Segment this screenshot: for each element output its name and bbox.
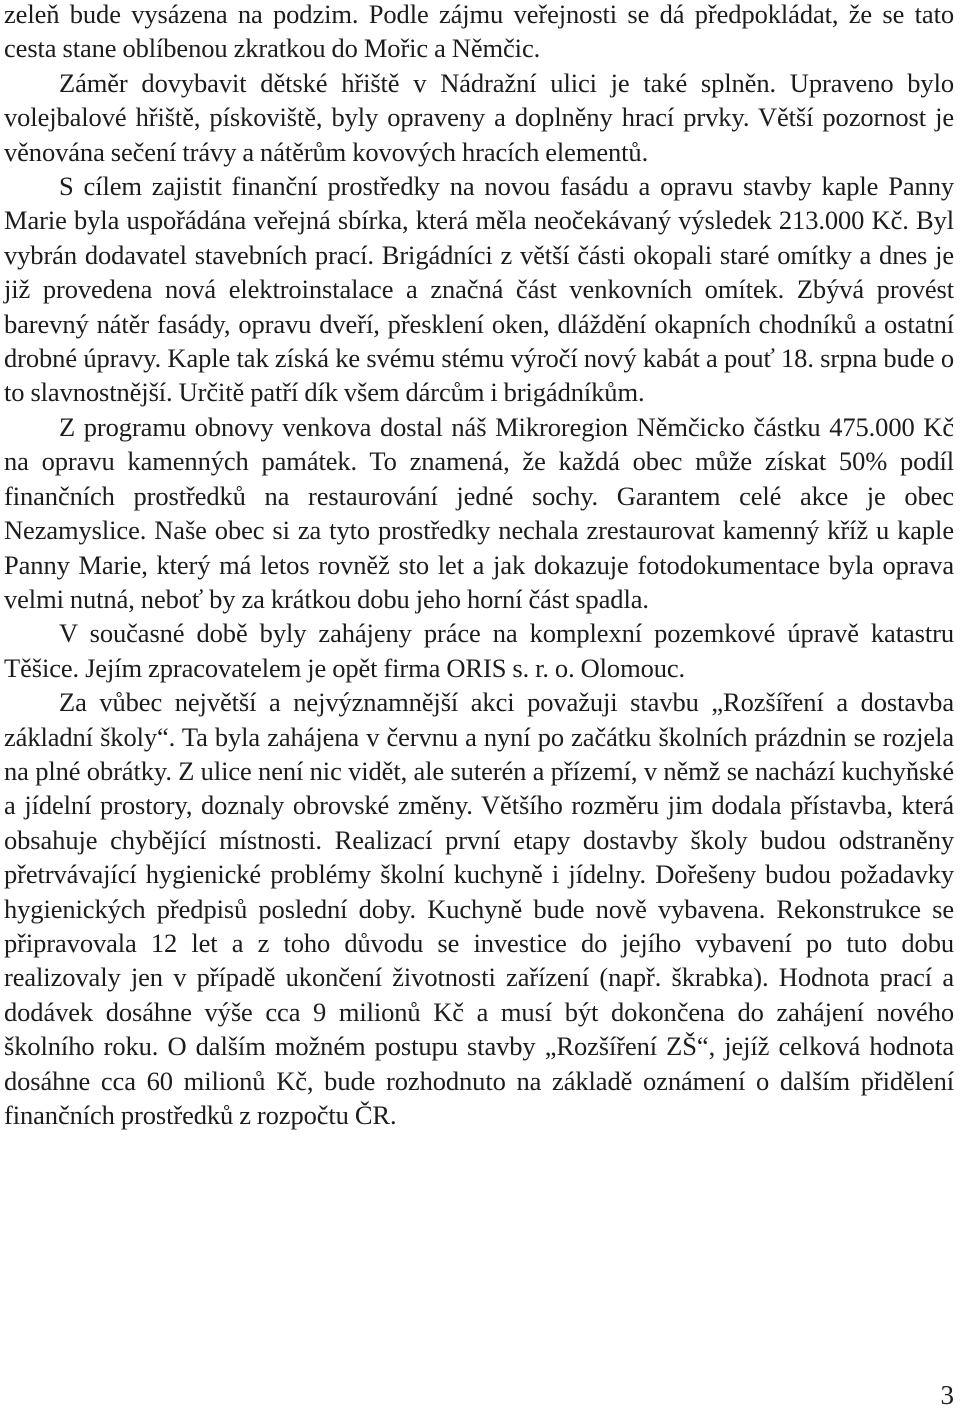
paragraph-school-extension: Za vůbec největší a nejvýznamnější akci považuji stavbu „Rozšíření a dostavba základní školy“. Ta byla zahájena v červnu a nyní po začátku školních prázdnin se rozjela na plné obrátky. Z ulice není nic vidět, ale suterén a přízemí, v němž se nachází kuchyňské a jídelní prostory, doznaly obrovské změny. Většího rozměru jim dodala přístavba, která obsahuje chybějící místnosti. Realizací první etapy dostavby školy budou odstraněny přetrvávající hygienické problémy školní kuchyně i jídelny. Dořešeny budou požadavky hygienických předpisů poslední doby. Kuchyně bude nově vybavena. Rekonstrukce se připravovala 12 let a z toho důvodu se investice do jejího vybavení po tuto dobu realizovaly jen v případě ukončení životnosti zařízení (např. škrabka). Hodnota prací a dodávek dosáhne výše cca 9 milionů Kč a musí být dokončena do zahájení nového školního roku. O dalším možném postupu stavby „Rozšíření ZŠ“, jejíž celková hodnota dosáhne cca 60 milionů Kč, bude rozhodnuto na základě oznámení o dalším přidělení finančních prostředků z rozpočtu ČR. [4, 687, 954, 1130]
paragraph-chapel-facade: S cílem zajistit finanční prostředky na novou fasádu a opravu stavby kaple Panny Marie byla uspořádána veřejná sbírka, která měla neočekávaný výsledek 213.000 Kč. Byl vybrán dodavatel stavebních prací. Brigádníci z větší části okopali staré omítky a dnes je již provedena nová elektroinstalace a značná část venkovních omítek. Zbývá provést barevný nátěr fasády, opravu dveří, přesklení oken, dláždění okapních chodníků a ostatní drobné úpravy. Kaple tak získá ke svému stému výročí nový kabát a pouť 18. srpna bude o to slavnostnější. Určitě patří dík všem dárcům i brigádníkům. [4, 171, 954, 408]
paragraph-1-continued: zeleň bude vysázena na podzim. Podle zájmu veřejnosti se dá předpokládat, že se tato cesta stane oblíbenou zkratkou do Mořic a Němčic. [4, 0, 954, 64]
paragraph-playground: Záměr dovybavit dětské hřiště v Nádražní ulici je také splněn. Upraveno bylo volejbalové hřiště, pískoviště, byly opraveny a doplněny hrací prvky. Větší pozornost je věnována sečení trávy a nátěrům kovových hracích elementů. [4, 67, 954, 167]
paragraph-land-consolidation: V současné době byly zahájeny práce na komplexní pozemkové úpravě katastru Těšice. Jejím zpracovatelem je opět firma ORIS s. r. o. Olomouc. [4, 618, 954, 683]
page-number: 3 [940, 1380, 954, 1410]
paragraph-monuments: Z programu obnovy venkova dostal náš Mikroregion Němčicko částku 475.000 Kč na opravu kamenných památek. To znamená, že každá obec může získat 50% podíl finančních prostředků na restaurování jedné sochy. Garantem celé akce je obec Nezamyslice. Naše obec si za tyto prostředky nechala zrestaurovat kamenný kříž u kaple Panny Marie, který má letos rovněž sto let a jak dokazuje fotodokumentace byla oprava velmi nutná, neboť by za krátkou dobu jeho horní část spadla. [4, 411, 954, 614]
body-text [4, 0, 954, 1132]
